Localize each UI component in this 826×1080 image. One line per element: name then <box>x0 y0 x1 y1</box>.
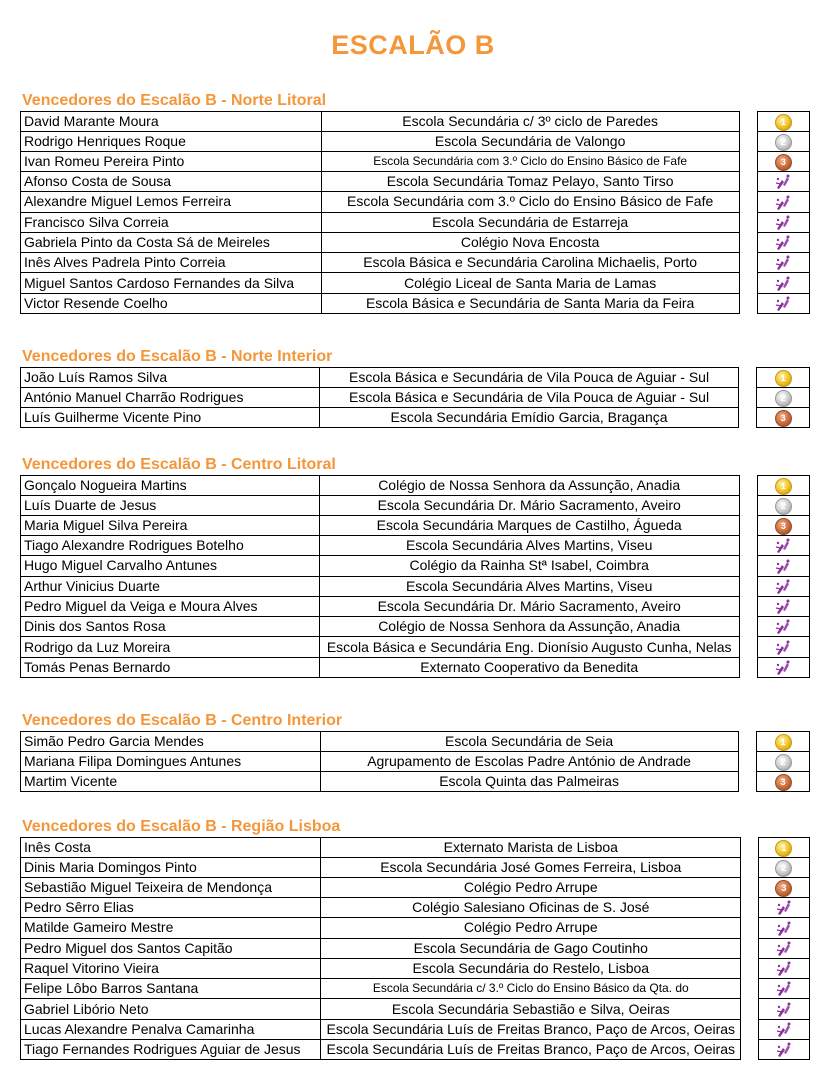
section-title: Vencedores do Escalão B - Norte Interior <box>22 348 333 365</box>
school-name: Escola Secundária Luís de Freitas Branco, Paço de Arcos, Oeiras <box>321 1019 741 1039</box>
table-row <box>21 253 810 273</box>
column-gap <box>741 838 759 858</box>
student-name: Sebastião Miguel Teixeira de Mendonça <box>21 878 321 898</box>
column-gap <box>739 556 757 576</box>
column-gap <box>739 212 757 232</box>
school-name: Colégio de Nossa Senhora da Assunção, Anadia <box>319 476 739 496</box>
table-row <box>21 112 810 132</box>
column-gap <box>739 152 757 172</box>
page-title: ESCALÃO B <box>331 30 495 60</box>
section-norte-interior <box>20 346 810 428</box>
school-name: Escola Secundária de Gago Coutinho <box>321 938 741 958</box>
school-name: Colégio Pedro Arrupe <box>321 918 741 938</box>
award-cell <box>757 516 809 536</box>
bronze-medal-icon: 3 <box>775 410 792 427</box>
student-name: Dinis Maria Domingos Pinto <box>21 858 321 878</box>
column-gap <box>739 232 757 252</box>
student-name: Tiago Fernandes Rodrigues Aguiar de Jesus <box>21 1040 321 1060</box>
student-name: Pedro Miguel da Veiga e Moura Alves <box>21 596 320 616</box>
award-cell <box>757 112 809 132</box>
section-centro-interior <box>20 710 810 792</box>
honorable-mention-icon <box>774 295 792 313</box>
honorable-mention-icon <box>774 578 792 596</box>
column-gap <box>738 732 756 752</box>
table-row <box>21 732 810 752</box>
honorable-mention-icon <box>775 1021 793 1039</box>
school-name: Externato Cooperativo da Benedita <box>319 657 739 677</box>
section-title: Vencedores do Escalão B - Região Lisboa <box>22 818 341 835</box>
student-name: Ivan Romeu Pereira Pinto <box>21 152 322 172</box>
student-name: Hugo Miguel Carvalho Antunes <box>21 556 320 576</box>
bronze-medal-icon: 3 <box>775 880 792 897</box>
silver-medal-icon: 2 <box>775 498 792 515</box>
table-row <box>21 368 810 388</box>
school-name: Escola Básica e Secundária de Santa Maria da Feira <box>321 293 739 313</box>
school-name: Escola Secundária com 3.º Ciclo do Ensino Básico de Fafe <box>321 192 739 212</box>
award-cell <box>757 657 809 677</box>
table-row <box>21 536 810 556</box>
column-gap <box>739 112 757 132</box>
table-row <box>21 1040 810 1060</box>
column-gap <box>739 596 757 616</box>
award-cell <box>757 536 809 556</box>
school-name: Colégio de Nossa Senhora da Assunção, Anadia <box>319 617 739 637</box>
section-centro-litoral <box>20 454 810 678</box>
column-gap <box>739 476 757 496</box>
school-name: Escola Secundária Tomaz Pelayo, Santo Tirso <box>321 172 739 192</box>
table-row <box>21 637 810 657</box>
silver-medal-icon: 2 <box>775 860 792 877</box>
column-gap <box>739 617 757 637</box>
award-cell <box>757 192 809 212</box>
award-cell <box>758 938 809 958</box>
student-name: João Luís Ramos Silva <box>21 368 320 388</box>
table-row <box>21 152 810 172</box>
student-name: Luís Guilherme Vicente Pino <box>21 408 320 428</box>
school-name: Escola Secundária José Gomes Ferreira, Lisboa <box>321 858 741 878</box>
table-row <box>21 772 810 792</box>
table-row <box>21 596 810 616</box>
table-row <box>21 232 810 252</box>
student-name: Luís Duarte de Jesus <box>21 496 320 516</box>
school-name: Escola Secundária do Restelo, Lisboa <box>321 958 741 978</box>
school-name: Escola Secundária de Seia <box>320 732 738 752</box>
award-cell <box>757 388 810 408</box>
table-row <box>21 576 810 596</box>
silver-medal-icon: 2 <box>775 134 792 151</box>
table-row <box>21 617 810 637</box>
honorable-mention-icon <box>775 940 793 958</box>
award-cell <box>758 878 809 898</box>
student-name: Gonçalo Nogueira Martins <box>21 476 320 496</box>
school-name: Escola Secundária c/ 3.º Ciclo do Ensino Básico da Qta. do <box>321 979 741 999</box>
student-name: Afonso Costa de Sousa <box>21 172 322 192</box>
column-gap <box>741 938 759 958</box>
column-gap <box>739 293 757 313</box>
honorable-mention-icon <box>774 558 792 576</box>
honorable-mention-icon <box>775 980 793 998</box>
award-cell <box>757 132 809 152</box>
table-row <box>21 192 810 212</box>
column-gap <box>739 637 757 657</box>
column-gap <box>739 516 757 536</box>
column-gap <box>739 576 757 596</box>
section-title: Vencedores do Escalão B - Centro Interior <box>22 712 343 729</box>
honorable-mention-icon <box>775 920 793 938</box>
table-row <box>21 408 810 428</box>
award-cell <box>757 556 809 576</box>
award-cell <box>758 979 809 999</box>
column-gap <box>741 1019 759 1039</box>
student-name: Inês Alves Padrela Pinto Correia <box>21 253 322 273</box>
award-cell <box>758 898 809 918</box>
table-row <box>21 838 810 858</box>
honorable-mention-icon <box>774 639 792 657</box>
school-name: Escola Secundária c/ 3º ciclo de Paredes <box>321 112 739 132</box>
section-norte-litoral <box>20 90 810 314</box>
table-row <box>21 918 810 938</box>
award-cell <box>758 1040 809 1060</box>
table-row <box>21 516 810 536</box>
award-cell <box>757 617 809 637</box>
student-name: David Marante Moura <box>21 112 322 132</box>
school-name: Colégio Salesiano Oficinas de S. José <box>321 898 741 918</box>
column-gap <box>738 388 756 408</box>
column-gap <box>739 253 757 273</box>
section-regiao-lisboa <box>20 816 810 1060</box>
school-name: Escola Secundária Emídio Garcia, Bragança <box>320 408 739 428</box>
column-gap <box>739 496 757 516</box>
winners-table <box>20 475 810 678</box>
table-row <box>21 388 810 408</box>
column-gap <box>738 752 756 772</box>
student-name: Felipe Lôbo Barros Santana <box>21 979 321 999</box>
honorable-mention-icon <box>774 537 792 555</box>
gold-medal-icon: 1 <box>775 370 792 387</box>
student-name: Rodrigo da Luz Moreira <box>21 637 320 657</box>
award-cell <box>757 152 809 172</box>
award-cell <box>758 958 809 978</box>
column-gap <box>739 657 757 677</box>
student-name: Francisco Silva Correia <box>21 212 322 232</box>
honorable-mention-icon <box>774 254 792 272</box>
table-row <box>21 212 810 232</box>
student-name: Alexandre Miguel Lemos Ferreira <box>21 192 322 212</box>
bronze-medal-icon: 3 <box>775 774 792 791</box>
honorable-mention-icon <box>775 899 793 917</box>
winners-table <box>20 111 810 314</box>
table-row <box>21 273 810 293</box>
school-name: Agrupamento de Escolas Padre António de Andrade <box>320 752 738 772</box>
school-name: Escola Secundária Dr. Mário Sacramento, Aveiro <box>319 596 739 616</box>
award-cell <box>757 476 809 496</box>
school-name: Colégio Pedro Arrupe <box>321 878 741 898</box>
school-name: Escola Quinta das Palmeiras <box>320 772 738 792</box>
school-name: Externato Marista de Lisboa <box>321 838 741 858</box>
honorable-mention-icon <box>774 659 792 677</box>
student-name: Pedro Sêrro Elias <box>21 898 321 918</box>
student-name: Dinis dos Santos Rosa <box>21 617 320 637</box>
award-cell <box>757 596 809 616</box>
column-gap <box>738 368 756 388</box>
honorable-mention-icon <box>774 173 792 191</box>
column-gap <box>738 772 756 792</box>
winners-table <box>20 731 810 792</box>
honorable-mention-icon <box>774 275 792 293</box>
student-name: Raquel Vitorino Vieira <box>21 958 321 978</box>
honorable-mention-icon <box>775 1041 793 1059</box>
school-name: Escola Secundária de Estarreja <box>321 212 739 232</box>
student-name: Arthur Vinicius Duarte <box>21 576 320 596</box>
student-name: Victor Resende Coelho <box>21 293 322 313</box>
award-cell <box>757 172 809 192</box>
table-row <box>21 898 810 918</box>
school-name: Escola Secundária Dr. Mário Sacramento, Aveiro <box>319 496 739 516</box>
winners-table <box>20 837 810 1060</box>
student-name: Matilde Gameiro Mestre <box>21 918 321 938</box>
table-row <box>21 132 810 152</box>
table-row <box>21 878 810 898</box>
award-cell <box>757 232 809 252</box>
column-gap <box>741 979 759 999</box>
school-name: Escola Secundária Alves Martins, Viseu <box>319 576 739 596</box>
award-cell <box>757 496 809 516</box>
column-gap <box>741 958 759 978</box>
student-name: Tomás Penas Bernardo <box>21 657 320 677</box>
column-gap <box>739 536 757 556</box>
student-name: Pedro Miguel dos Santos Capitão <box>21 938 321 958</box>
table-row <box>21 999 810 1019</box>
school-name: Escola Básica e Secundária de Vila Pouca de Aguiar - Sul <box>320 388 739 408</box>
winners-table <box>20 367 810 428</box>
award-cell <box>757 273 809 293</box>
table-row <box>21 293 810 313</box>
gold-medal-icon: 1 <box>775 478 792 495</box>
honorable-mention-icon <box>774 618 792 636</box>
table-row <box>21 938 810 958</box>
school-name: Escola Básica e Secundária de Vila Pouca de Aguiar - Sul <box>320 368 739 388</box>
student-name: Miguel Santos Cardoso Fernandes da Silva <box>21 273 322 293</box>
column-gap <box>739 132 757 152</box>
school-name: Colégio da Rainha Stª Isabel, Coimbra <box>319 556 739 576</box>
section-title: Vencedores do Escalão B - Norte Litoral <box>22 92 327 109</box>
bronze-medal-icon: 3 <box>775 518 792 535</box>
table-row <box>21 496 810 516</box>
student-name: Maria Miguel Silva Pereira <box>21 516 320 536</box>
column-gap <box>739 273 757 293</box>
silver-medal-icon: 2 <box>775 754 792 771</box>
table-row <box>21 979 810 999</box>
honorable-mention-icon <box>774 234 792 252</box>
award-cell <box>757 772 810 792</box>
award-cell <box>758 1019 809 1039</box>
table-row <box>21 172 810 192</box>
award-cell <box>757 293 809 313</box>
gold-medal-icon: 1 <box>775 734 792 751</box>
student-name: Gabriel Libório Neto <box>21 999 321 1019</box>
school-name: Escola Secundária de Valongo <box>321 132 739 152</box>
award-cell <box>758 999 809 1019</box>
honorable-mention-icon <box>775 1001 793 1019</box>
table-row <box>21 858 810 878</box>
column-gap <box>741 1040 759 1060</box>
award-cell <box>758 858 809 878</box>
table-row <box>21 556 810 576</box>
student-name: Inês Costa <box>21 838 321 858</box>
student-name: Rodrigo Henriques Roque <box>21 132 322 152</box>
table-row <box>21 476 810 496</box>
school-name: Colégio Liceal de Santa Maria de Lamas <box>321 273 739 293</box>
column-gap <box>741 878 759 898</box>
student-name: Tiago Alexandre Rodrigues Botelho <box>21 536 320 556</box>
column-gap <box>739 172 757 192</box>
honorable-mention-icon <box>774 598 792 616</box>
award-cell <box>757 368 810 388</box>
column-gap <box>741 858 759 878</box>
section-title: Vencedores do Escalão B - Centro Litoral <box>22 456 336 473</box>
award-cell <box>757 408 810 428</box>
table-row <box>21 958 810 978</box>
school-name: Colégio Nova Encosta <box>321 232 739 252</box>
student-name: Mariana Filipa Domingues Antunes <box>21 752 321 772</box>
honorable-mention-icon <box>775 960 793 978</box>
school-name: Escola Secundária Marques de Castilho, Águeda <box>319 516 739 536</box>
column-gap <box>741 918 759 938</box>
award-cell <box>757 752 810 772</box>
table-row <box>21 1019 810 1039</box>
student-name: António Manuel Charrão Rodrigues <box>21 388 320 408</box>
award-cell <box>758 918 809 938</box>
column-gap <box>738 408 756 428</box>
gold-medal-icon: 1 <box>775 114 792 131</box>
school-name: Escola Básica e Secundária Carolina Michaelis, Porto <box>321 253 739 273</box>
award-cell <box>758 838 809 858</box>
column-gap <box>739 192 757 212</box>
school-name: Escola Secundária com 3.º Ciclo do Ensino Básico de Fafe <box>321 152 739 172</box>
school-name: Escola Secundária Sebastião e Silva, Oeiras <box>321 999 741 1019</box>
award-cell <box>757 637 809 657</box>
award-cell <box>757 212 809 232</box>
student-name: Simão Pedro Garcia Mendes <box>21 732 321 752</box>
award-cell <box>757 576 809 596</box>
student-name: Martim Vicente <box>21 772 321 792</box>
school-name: Escola Secundária Luís de Freitas Branco, Paço de Arcos, Oeiras <box>321 1040 741 1060</box>
student-name: Gabriela Pinto da Costa Sá de Meireles <box>21 232 322 252</box>
award-cell <box>757 253 809 273</box>
honorable-mention-icon <box>774 194 792 212</box>
table-row <box>21 752 810 772</box>
student-name: Lucas Alexandre Penalva Camarinha <box>21 1019 321 1039</box>
award-cell <box>757 732 810 752</box>
column-gap <box>741 999 759 1019</box>
silver-medal-icon: 2 <box>775 390 792 407</box>
table-row <box>21 657 810 677</box>
column-gap <box>741 898 759 918</box>
honorable-mention-icon <box>774 214 792 232</box>
school-name: Escola Básica e Secundária Eng. Dionísio Augusto Cunha, Nelas <box>319 637 739 657</box>
bronze-medal-icon: 3 <box>775 154 792 171</box>
gold-medal-icon: 1 <box>775 840 792 857</box>
school-name: Escola Secundária Alves Martins, Viseu <box>319 536 739 556</box>
